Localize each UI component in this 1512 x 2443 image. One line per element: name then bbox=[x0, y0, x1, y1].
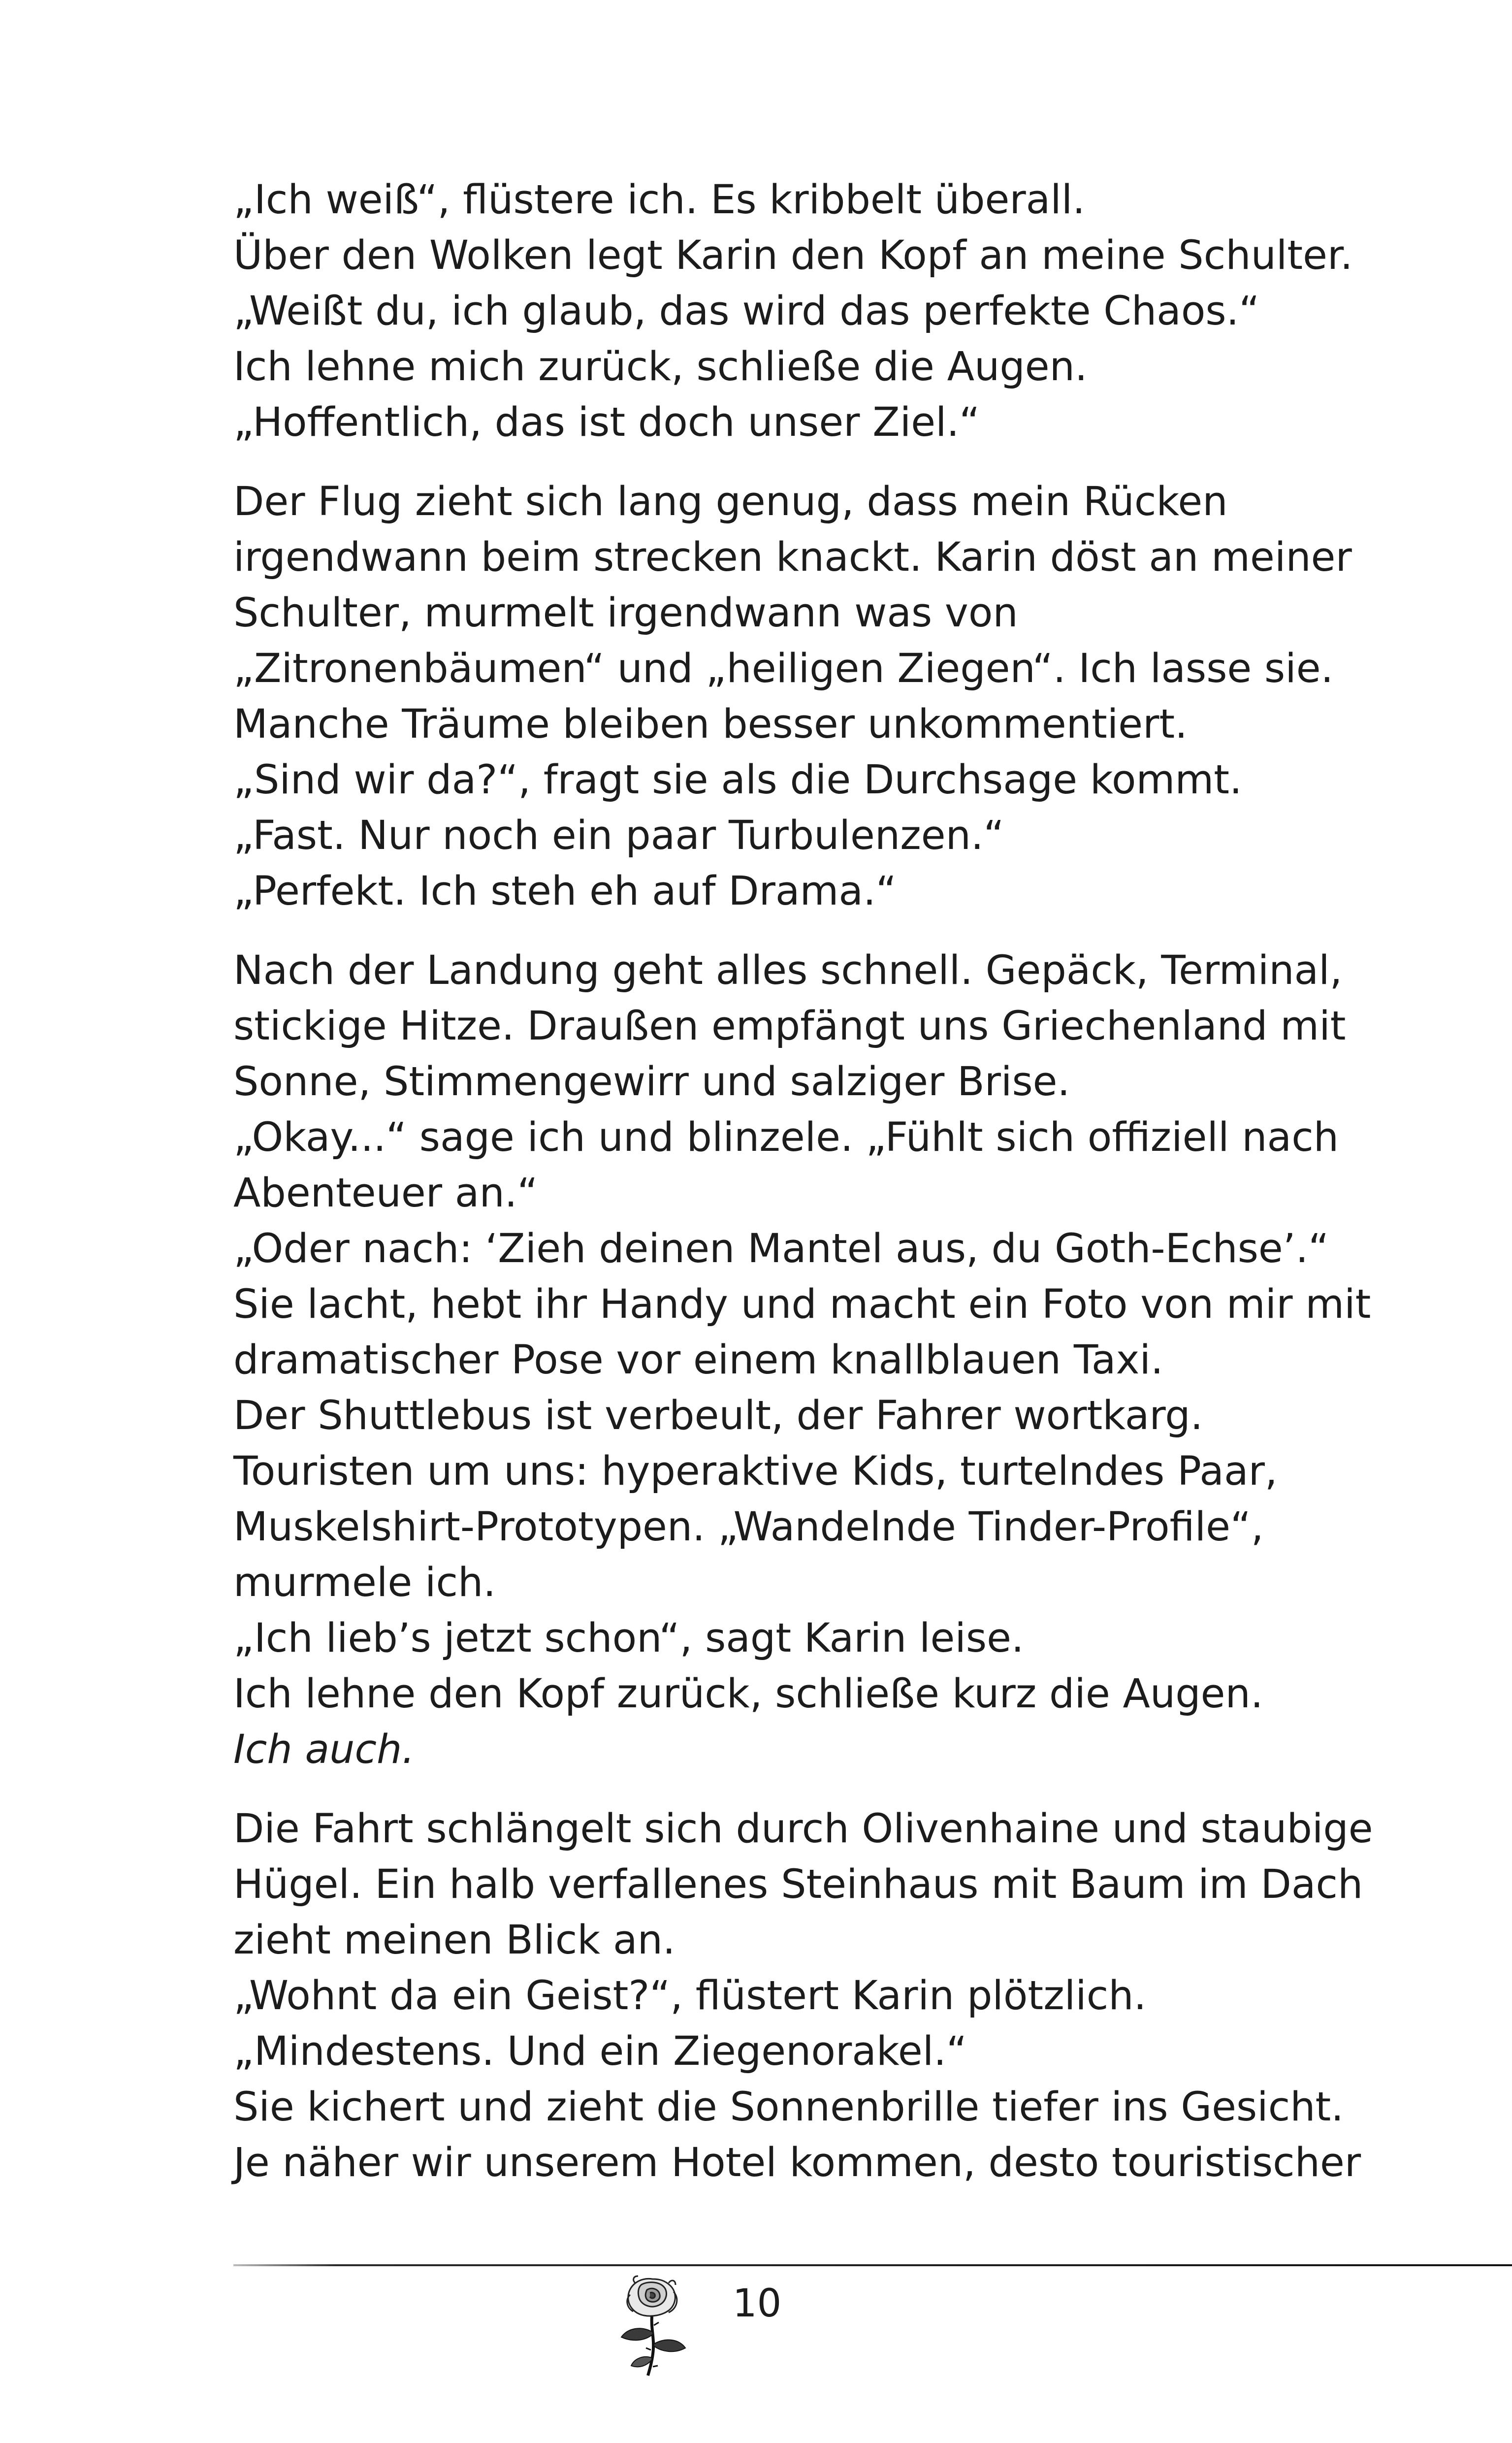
text-line: „Fast. Nur noch ein paar Turbulenzen.“ bbox=[233, 813, 1004, 859]
text-line: Touristen um uns: hyperaktive Kids, turtelndes Paar, bbox=[233, 1448, 1278, 1495]
text-line: Schulter, murmelt irgendwann was von bbox=[233, 590, 1018, 636]
paragraph-gap bbox=[233, 1778, 1366, 1801]
text-line: Muskelshirt-Prototypen. „Wandelnde Tinder-Profile“, bbox=[233, 1504, 1264, 1550]
text-line: Sie kichert und zieht die Sonnenbrille tiefer ins Gesicht. bbox=[233, 2084, 1344, 2130]
text-line: Der Shuttlebus ist verbeult, der Fahrer wortkarg. bbox=[233, 1393, 1203, 1439]
paragraph bbox=[233, 474, 1366, 919]
text-line: Je näher wir unserem Hotel kommen, desto touristischer bbox=[233, 2140, 1361, 2186]
text-line: Nach der Landung geht alles schnell. Gepäck, Terminal, bbox=[233, 947, 1343, 994]
text-line: Der Flug zieht sich lang genug, dass mein Rücken bbox=[233, 479, 1228, 525]
text-line: „Ich lieb’s jetzt schon“, sagt Karin leise. bbox=[233, 1615, 1024, 1661]
text-line: „Oder nach: ‘Zieh deinen Mantel aus, du Goth-Echse’.“ bbox=[233, 1226, 1329, 1272]
footer-divider bbox=[233, 2264, 1512, 2266]
paragraph bbox=[233, 1801, 1373, 2191]
text-line: „Ich weiß“, flüstere ich. Es kribbelt überall. bbox=[233, 177, 1086, 223]
page-body bbox=[233, 172, 1373, 2191]
text-line: Ich lehne mich zurück, schließe die Augen. bbox=[233, 344, 1088, 390]
text-line: „Mindestens. Und ein Ziegenorakel.“ bbox=[233, 2028, 967, 2075]
text-line: Sie lacht, hebt ihr Handy und macht ein Foto von mir mit bbox=[233, 1281, 1371, 1328]
text-line: Die Fahrt schlängelt sich durch Olivenhaine und staubige bbox=[233, 1806, 1373, 1852]
text-line: Ich lehne den Kopf zurück, schließe kurz die Augen. bbox=[233, 1671, 1263, 1717]
paragraph-gap bbox=[233, 919, 1366, 943]
text-line: Über den Wolken legt Karin den Kopf an meine Schulter. bbox=[233, 232, 1353, 279]
text-line: Sonne, Stimmengewirr und salziger Brise. bbox=[233, 1059, 1070, 1105]
paragraph bbox=[233, 943, 1371, 1778]
paragraph bbox=[233, 172, 1366, 451]
text-line: Manche Träume bleiben besser unkommentiert. bbox=[233, 701, 1188, 748]
text-line: stickige Hitze. Draußen empfängt uns Griechenland mit bbox=[233, 1003, 1346, 1049]
text-line: „Sind wir da?“, fragt sie als die Durchsage kommt. bbox=[233, 757, 1242, 803]
text-line: murmele ich. bbox=[233, 1560, 496, 1606]
text-line: zieht meinen Blick an. bbox=[233, 1917, 676, 1963]
text-line: „Wohnt da ein Geist?“, flüstert Karin plötzlich. bbox=[233, 1973, 1147, 2019]
text-line: Hügel. Ein halb verfallenes Steinhaus mit Baum im Dach bbox=[233, 1861, 1363, 1908]
text-line: irgendwann beim strecken knackt. Karin döst an meiner bbox=[233, 534, 1352, 581]
text-line: „Perfekt. Ich steh eh auf Drama.“ bbox=[233, 868, 897, 914]
text-line: dramatischer Pose vor einem knallblauen Taxi. bbox=[233, 1337, 1163, 1383]
page-number: 10 bbox=[733, 2281, 782, 2326]
text-line: Abenteuer an.“ bbox=[233, 1170, 538, 1216]
text-line: „Zitronenbäumen“ und „heiligen Ziegen“. Ich lasse sie. bbox=[233, 646, 1334, 692]
text-line: Ich auch. bbox=[233, 1726, 415, 1773]
paragraph-gap bbox=[233, 451, 1366, 474]
text-line: „Okay...“ sage ich und blinzele. „Fühlt sich offiziell nach bbox=[233, 1114, 1339, 1161]
text-line: „Weißt du, ich glaub, das wird das perfekte Chaos.“ bbox=[233, 288, 1260, 334]
text-line: „Hoffentlich, das ist doch unser Ziel.“ bbox=[233, 399, 980, 446]
rose-icon bbox=[611, 2270, 694, 2378]
